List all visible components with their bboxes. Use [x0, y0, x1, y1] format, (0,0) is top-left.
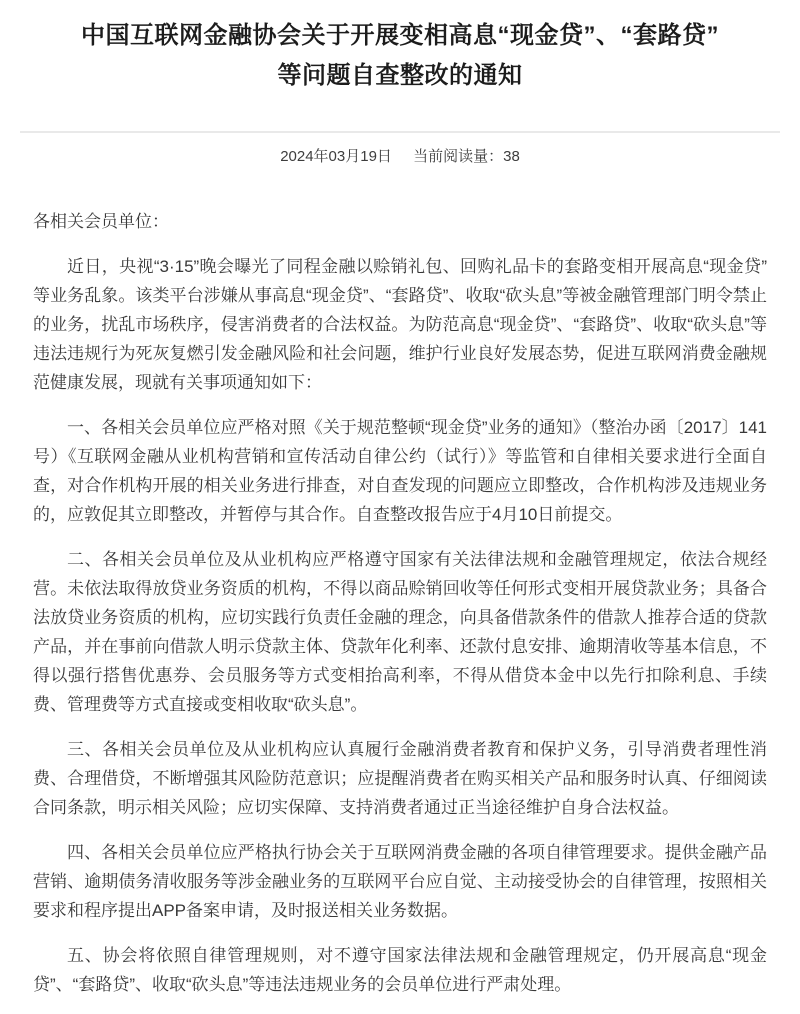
title-divider [20, 131, 780, 133]
salutation: 各相关会员单位： [33, 212, 169, 231]
paragraph-intro: 近日，央视“3·15”晚会曝光了同程金融以赊销礼包、回购礼品卡的套路变相开展高息“现金贷”等业务乱象。该类平台涉嫌从事高息“现金贷”、“套路贷”、收取“砍头息”等被金融管理部门明令禁止的业务，扰乱市场秩序，侵害消费者的合法权益。为防范高息“现金贷”、“套路贷”、收取“砍头息”等违法违规行为死灰复燃引发金融风险和社会问题，维护行业良好发展态势，促进互联网消费金融规范健康发展，现就有关事项通知如下： [33, 257, 767, 392]
read-count: 当前阅读量：38 [413, 148, 520, 165]
paragraph-item-2: 二、各相关会员单位及从业机构应严格遵守国家有关法律法规和金融管理规定，依法合规经营。未依法取得放贷业务资质的机构，不得以商品赊销回收等任何形式变相开展贷款业务；具备合法放贷业务资质的机构，应切实践行负责任金融的理念，向具备借款条件的借款人推荐合适的贷款产品，并在事前向借款人明示贷款主体、贷款年化利率、还款付息安排、逾期清收等基本信息，不得以强行搭售优惠券、会员服务等方式变相抬高利率，不得从借贷本金中以先行扣除利息、手续费、管理费等方式直接或变相收取“砍头息”。 [33, 550, 767, 714]
paragraph-item-1: 一、各相关会员单位应严格对照《关于规范整顿“现金贷”业务的通知》（整治办函〔2017〕141号）《互联网金融从业机构营销和宣传活动自律公约（试行）》等监管和自律相关要求进行全面自查，对合作机构开展的相关业务进行排查，对自查发现的问题应立即整改，合作机构涉及违规业务的，应敦促其立即整改，并暂停与其合作。自查整改报告应于4月10日前提交。 [33, 418, 767, 524]
article-meta [0, 145, 800, 166]
paragraph-item-3: 三、各相关会员单位及从业机构应认真履行金融消费者教育和保护义务，引导消费者理性消费、合理借贷，不断增强其风险防范意识；应提醒消费者在购买相关产品和服务时认真、仔细阅读合同条款，明示相关风险；应切实保障、支持消费者通过正当途径维护自身合法权益。 [33, 740, 767, 817]
paragraph-item-4: 四、各相关会员单位应严格执行协会关于互联网消费金融的各项自律管理要求。提供金融产品营销、逾期债务清收服务等涉金融业务的互联网平台应自觉、主动接受协会的自律管理，按照相关要求和程序提出APP备案申请，及时报送相关业务数据。 [33, 843, 767, 920]
page-title [28, 16, 772, 96]
article-body [33, 207, 767, 999]
page-title-line-2: 等问题自查整改的通知 [277, 62, 523, 89]
page-title-line-1: 中国互联网金融协会关于开展变相高息“现金贷”、“套路贷” [81, 22, 719, 49]
paragraph-item-5: 五、协会将依照自律管理规则，对不遵守国家法律法规和金融管理规定，仍开展高息“现金贷”、“套路贷”、收取“砍头息”等违法违规业务的会员单位进行严肃处理。 [33, 946, 767, 994]
publish-date: 2024年03月19日 [280, 148, 392, 165]
